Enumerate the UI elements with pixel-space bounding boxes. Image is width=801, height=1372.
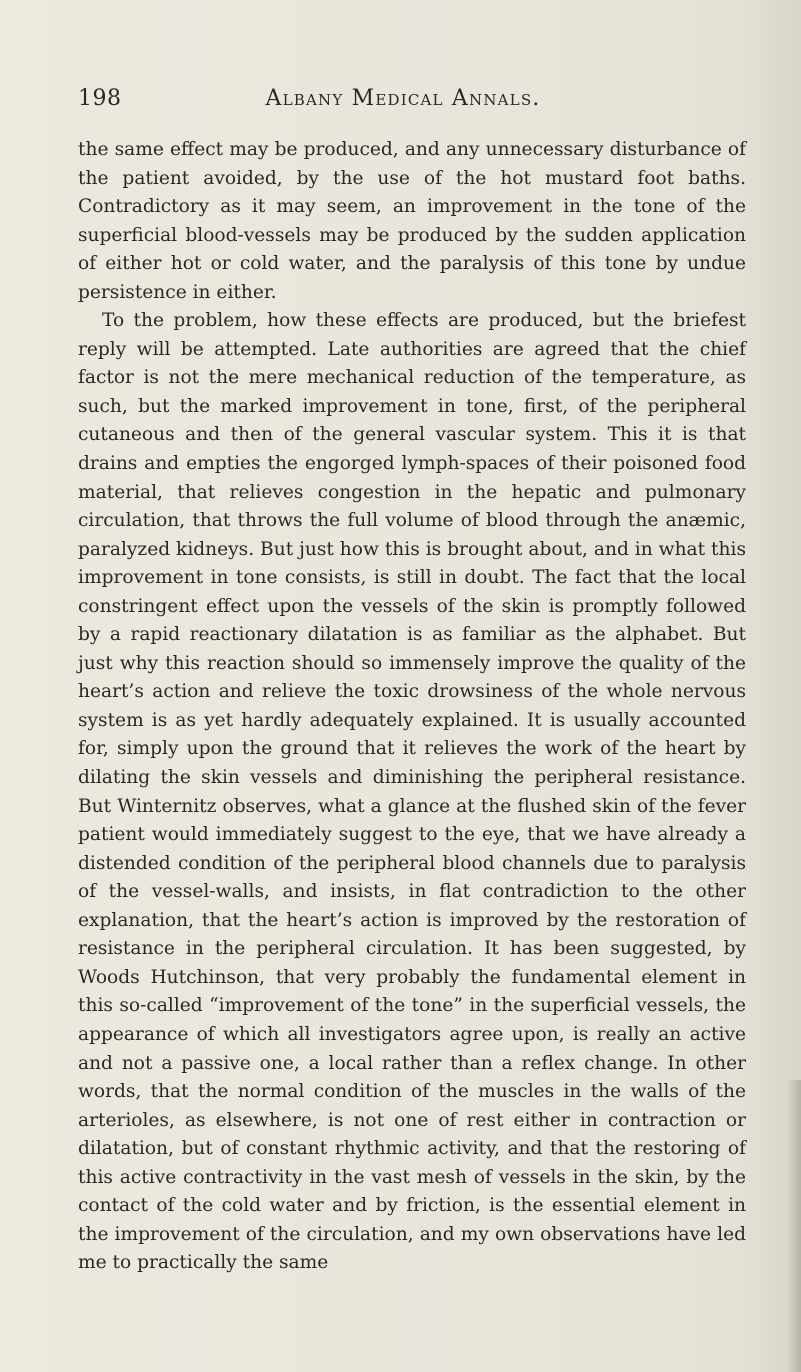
running-title: Albany Medical Annals. (265, 86, 541, 111)
page-number: 198 (78, 86, 122, 111)
page-header (78, 86, 728, 114)
body-text (78, 136, 746, 1278)
page-edge-shadow (787, 1080, 801, 1372)
paragraph: To the problem, how these effects are produced, but the briefest reply will be attempted. Late authorities are agreed that the chief factor is not the mere mechanical reduction of the temperature, as such, but the marked improvement in tone, first, of the peripheral cutaneous and then of the general vascular system. This it is that drains and empties the engorged lymph-spaces of their poisoned food material, that relieves congestion in the hepatic and pulmonary circulation, that throws the full volume of blood through the anæmic, paralyzed kidneys. But just how this is brought about, and in what this improvement in tone consists, is still in doubt. The fact that the local constringent effect upon the vessels of the skin is promptly followed by a rapid reactionary dilatation is as familiar as the alphabet. But just why this reaction should so immensely improve the quality of the heart’s action and relieve the toxic drowsiness of the whole nervous system is as yet hardly adequately explained. It is usually accounted for, simply upon the ground that it relieves the work of the heart by dilating the skin vessels and diminishing the peripheral resistance. But Winternitz observes, what a glance at the flushed skin of the fever patient would immediately suggest to the eye, that we have already a distended condition of the peripheral blood channels due to paralysis of the vessel-walls, and insists, in flat contradiction to the other explanation, that the heart’s action is improved by the restoration of resistance in the peripheral circulation. It has been suggested, by Woods Hutchinson, that very probably the fundamental element in this so-called “improvement of the tone” in the superficial vessels, the appearance of which all investigators agree upon, is really an active and not a passive one, a local rather than a reflex change. In other words, that the normal condition of the muscles in the walls of the arterioles, as elsewhere, is not one of rest either in contraction or dilatation, but of constant rhythmic activity, and that the restoring of this active contractivity in the vast mesh of vessels in the skin, by the contact of the cold water and by friction, is the essential element in the improvement of the circulation, and my own observations have led me to practically the same (78, 310, 746, 1274)
paragraph-continued: the same effect may be produced, and any unnecessary disturbance of the patient avoided, by the use of the hot mustard foot baths. Contradictory as it may seem, an improvement in the tone of the superficial blood-vessels may be produced by the sudden application of either hot or cold water, and the paralysis of this tone by undue persistence in either. (78, 139, 746, 303)
